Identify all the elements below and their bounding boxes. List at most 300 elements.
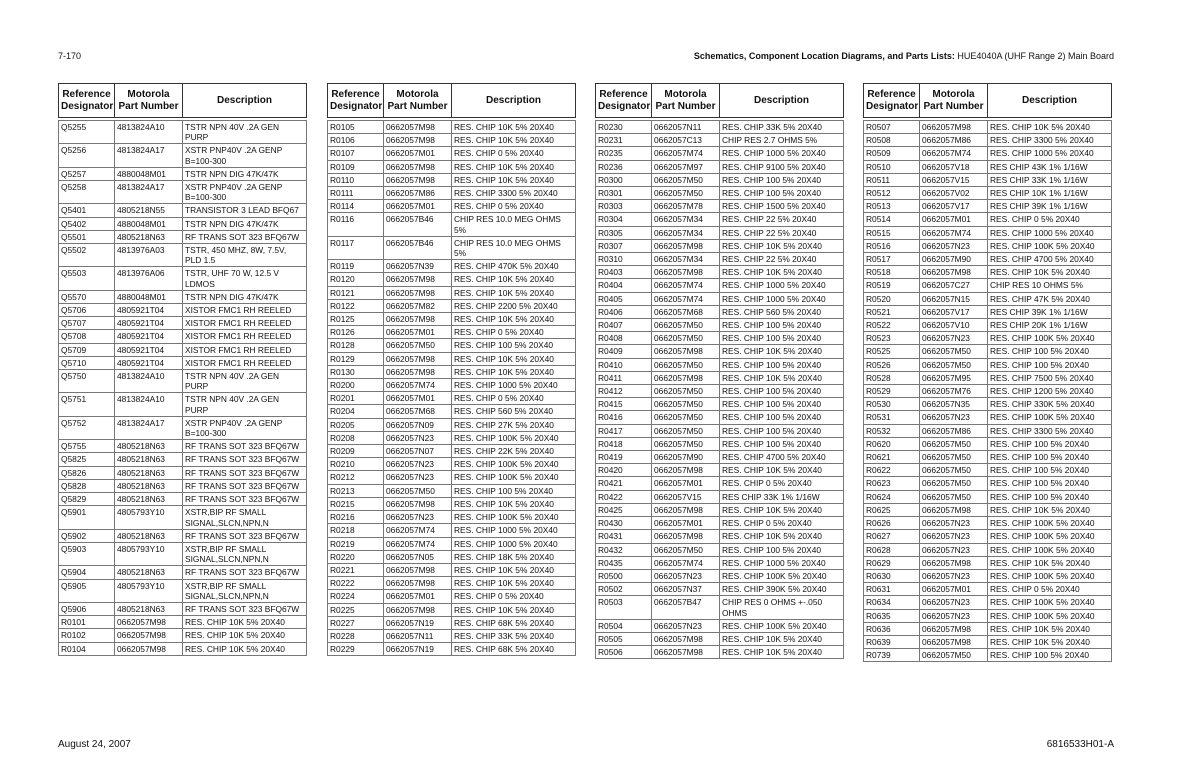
- reference-designator-cell: Q5707: [59, 317, 115, 330]
- description-cell: RES. CHIP 10K 5% 20X40: [452, 160, 576, 173]
- reference-designator-cell: R0431: [596, 530, 652, 543]
- reference-designator-cell: R0432: [596, 543, 652, 556]
- table-row: [59, 479, 307, 492]
- description-cell: RES. CHIP 10K 5% 20X40: [988, 622, 1112, 635]
- part-number-cell: 0662057M98: [652, 371, 720, 384]
- part-number-cell: 0662057M01: [920, 213, 988, 226]
- page-header-title: [694, 51, 1114, 61]
- part-number-cell: 0662057M98: [384, 563, 452, 576]
- table-row: [864, 543, 1112, 556]
- part-number-cell: 0662057N11: [384, 629, 452, 642]
- table-row: [864, 556, 1112, 569]
- reference-designator-cell: R0300: [596, 173, 652, 186]
- description-cell: RES CHIP 33K 1% 1/16W: [988, 173, 1112, 186]
- table-row: [59, 393, 307, 416]
- reference-designator-cell: Q5906: [59, 602, 115, 615]
- table-row: [59, 529, 307, 542]
- part-number-cell: 4813824A10: [115, 393, 183, 416]
- table-row: [328, 173, 576, 186]
- part-number-cell: 0662057N09: [384, 418, 452, 431]
- reference-designator-cell: R0216: [328, 511, 384, 524]
- table-row: [59, 267, 307, 290]
- table-row: [864, 187, 1112, 200]
- reference-designator-cell: R0221: [328, 563, 384, 576]
- part-number-cell: 0662057M50: [920, 649, 988, 662]
- table-row: [864, 239, 1112, 252]
- header-motorola-part-number: [920, 84, 988, 118]
- description-cell: XISTOR FMC1 RH REELED: [183, 317, 307, 330]
- part-number-cell: 4880048M01: [115, 290, 183, 303]
- reference-designator-cell: R0310: [596, 253, 652, 266]
- part-number-cell: 0662057M98: [920, 121, 988, 134]
- parts-table-1: [58, 83, 307, 656]
- reference-designator-cell: R0739: [864, 649, 920, 662]
- reference-designator-cell: R0130: [328, 365, 384, 378]
- part-number-cell: 0662057M82: [384, 299, 452, 312]
- reference-designator-cell: R0621: [864, 451, 920, 464]
- part-number-cell: 0662057M98: [384, 365, 452, 378]
- part-number-cell: 0662057M74: [652, 556, 720, 569]
- reference-designator-cell: R0224: [328, 590, 384, 603]
- description-cell: RES. CHIP 1000 5% 20X40: [452, 524, 576, 537]
- reference-designator-cell: R0518: [864, 266, 920, 279]
- part-number-cell: 4880048M01: [115, 217, 183, 230]
- table-row: [596, 305, 844, 318]
- reference-designator-cell: R0521: [864, 305, 920, 318]
- table-row: [864, 292, 1112, 305]
- header-description-text: Description: [485, 94, 541, 106]
- reference-designator-cell: R0205: [328, 418, 384, 431]
- table-row: [328, 643, 576, 656]
- table-row: [864, 464, 1112, 477]
- reference-designator-cell: R0107: [328, 147, 384, 160]
- part-number-cell: 4805218N63: [115, 466, 183, 479]
- part-number-cell: 0662057C27: [920, 279, 988, 292]
- description-cell: RES. CHIP 100 5% 20X40: [452, 339, 576, 352]
- table-row: [864, 596, 1112, 609]
- table-row: [596, 147, 844, 160]
- footer-doc-number: 6816533H01-A: [1046, 739, 1114, 750]
- description-cell: RES. CHIP 3300 5% 20X40: [988, 134, 1112, 147]
- reference-designator-cell: R0512: [864, 187, 920, 200]
- table-row: [328, 629, 576, 642]
- header-description: [452, 84, 576, 118]
- part-number-cell: 0662057N23: [384, 471, 452, 484]
- description-cell: RES. CHIP 10K 5% 20X40: [720, 345, 844, 358]
- reference-designator-cell: R0201: [328, 392, 384, 405]
- table-row: [59, 506, 307, 529]
- header-motorola-part-number: [652, 84, 720, 118]
- part-number-cell: 0662057M98: [652, 632, 720, 645]
- table-row: [864, 371, 1112, 384]
- description-cell: RES. CHIP 100 5% 20X40: [720, 319, 844, 332]
- reference-designator-cell: R0231: [596, 134, 652, 147]
- table-row: [864, 451, 1112, 464]
- part-number-cell: 0662057V15: [920, 173, 988, 186]
- description-cell: RES. CHIP 100K 5% 20X40: [720, 619, 844, 632]
- part-number-cell: 0662057M98: [652, 503, 720, 516]
- part-number-cell: 0662057N19: [384, 643, 452, 656]
- table-row: [328, 484, 576, 497]
- part-number-cell: 0662057C13: [652, 134, 720, 147]
- table-row: [328, 236, 576, 259]
- description-cell: RES. CHIP 22 5% 20X40: [720, 213, 844, 226]
- part-number-cell: 0662057M01: [384, 392, 452, 405]
- reference-designator-cell: R0125: [328, 313, 384, 326]
- reference-designator-cell: R0630: [864, 569, 920, 582]
- reference-designator-cell: R0635: [864, 609, 920, 622]
- reference-designator-cell: R0418: [596, 437, 652, 450]
- reference-designator-cell: R0116: [328, 213, 384, 236]
- part-number-cell: 0662057M98: [384, 173, 452, 186]
- description-cell: RES. CHIP 560 5% 20X40: [452, 405, 576, 418]
- reference-designator-cell: Q5905: [59, 579, 115, 602]
- reference-designator-cell: R0212: [328, 471, 384, 484]
- reference-designator-cell: Q5709: [59, 343, 115, 356]
- description-cell: RES. CHIP 0 5% 20X40: [452, 392, 576, 405]
- part-number-cell: 0662057M86: [384, 187, 452, 200]
- description-cell: RES. CHIP 100K 5% 20X40: [988, 569, 1112, 582]
- reference-designator-cell: Q5710: [59, 356, 115, 369]
- description-cell: RF TRANS SOT 323 BFQ67W: [183, 453, 307, 466]
- reference-designator-cell: R0624: [864, 490, 920, 503]
- part-number-cell: 4805218N63: [115, 602, 183, 615]
- reference-designator-cell: R0403: [596, 266, 652, 279]
- part-number-cell: 0662057M50: [652, 173, 720, 186]
- description-cell: RES. CHIP 0 5% 20X40: [452, 200, 576, 213]
- header-description-text: Description: [216, 94, 272, 106]
- table-row: [59, 493, 307, 506]
- table-row: [596, 134, 844, 147]
- table-row: [328, 286, 576, 299]
- description-cell: RF TRANS SOT 323 BFQ67W: [183, 479, 307, 492]
- table-row: [596, 411, 844, 424]
- table-row: [328, 537, 576, 550]
- reference-designator-cell: Q5401: [59, 204, 115, 217]
- table-row: [864, 266, 1112, 279]
- part-number-cell: 0662057M86: [920, 424, 988, 437]
- description-cell: RES. CHIP 100K 5% 20X40: [720, 569, 844, 582]
- part-number-cell: 0662057M98: [652, 239, 720, 252]
- table-row: [864, 358, 1112, 371]
- reference-designator-cell: R0511: [864, 173, 920, 186]
- table-row: [596, 121, 844, 134]
- part-number-cell: 0662057N23: [920, 411, 988, 424]
- table-row: [59, 290, 307, 303]
- reference-designator-cell: Q5755: [59, 440, 115, 453]
- part-number-cell: 4813976A03: [115, 244, 183, 267]
- description-cell: RES. CHIP 1000 5% 20X40: [452, 379, 576, 392]
- reference-designator-cell: Q5751: [59, 393, 115, 416]
- description-cell: RES. CHIP 100 5% 20X40: [720, 173, 844, 186]
- reference-designator-cell: R0119: [328, 260, 384, 273]
- part-number-cell: 0662057M98: [115, 616, 183, 629]
- header-reference-designator-text: Reference: [599, 88, 648, 100]
- reference-designator-cell: Q5902: [59, 529, 115, 542]
- part-number-cell: 0662057M34: [652, 226, 720, 239]
- header-description: [988, 84, 1112, 118]
- table-row: [59, 317, 307, 330]
- part-number-cell: 0662057V17: [920, 305, 988, 318]
- description-cell: RF TRANS SOT 323 BFQ67W: [183, 566, 307, 579]
- table-row: [328, 524, 576, 537]
- part-number-cell: 0662057M78: [652, 200, 720, 213]
- table-row: [328, 299, 576, 312]
- table-row: [328, 326, 576, 339]
- description-cell: RES. CHIP 33K 5% 20X40: [720, 121, 844, 134]
- part-number-cell: 0662057N11: [652, 121, 720, 134]
- description-cell: CHIP RES 10.0 MEG OHMS 5%: [452, 213, 576, 236]
- part-number-cell: 4805921T04: [115, 356, 183, 369]
- header-motorola-part-number: [115, 84, 183, 118]
- reference-designator-cell: Q5256: [59, 144, 115, 167]
- reference-designator-cell: R0532: [864, 424, 920, 437]
- description-cell: RES. CHIP 10K 5% 20X40: [452, 603, 576, 616]
- table-row: [864, 279, 1112, 292]
- reference-designator-cell: R0218: [328, 524, 384, 537]
- description-cell: RES. CHIP 10K 5% 20X40: [988, 266, 1112, 279]
- part-number-cell: 0662057M50: [652, 187, 720, 200]
- description-cell: RES. CHIP 10K 5% 20X40: [452, 365, 576, 378]
- description-cell: RES. CHIP 100 5% 20X40: [988, 451, 1112, 464]
- description-cell: RES. CHIP 0 5% 20X40: [452, 147, 576, 160]
- description-cell: RES. CHIP 100 5% 20X40: [720, 332, 844, 345]
- reference-designator-cell: Q5752: [59, 416, 115, 439]
- description-cell: RES. CHIP 10K 5% 20X40: [452, 121, 576, 134]
- part-number-cell: 0662057B47: [652, 596, 720, 619]
- header-motorola-part-number-text: Motorola: [127, 88, 170, 100]
- description-cell: RES. CHIP 100 5% 20X40: [720, 398, 844, 411]
- part-number-cell: 4805218N55: [115, 204, 183, 217]
- reference-designator-cell: R0514: [864, 213, 920, 226]
- header-reference-designator: [59, 84, 115, 118]
- part-number-cell: 0662057N07: [384, 445, 452, 458]
- table-row: [328, 160, 576, 173]
- description-cell: RES. CHIP 10K 5% 20X40: [452, 173, 576, 186]
- description-cell: RES. CHIP 10K 5% 20X40: [452, 577, 576, 590]
- reference-designator-cell: R0210: [328, 458, 384, 471]
- header-description-text: Description: [753, 94, 809, 106]
- table-row: [864, 517, 1112, 530]
- reference-designator-cell: R0235: [596, 147, 652, 160]
- table-row: [59, 343, 307, 356]
- part-number-cell: 4805921T04: [115, 330, 183, 343]
- reference-designator-cell: R0629: [864, 556, 920, 569]
- reference-designator-cell: R0417: [596, 424, 652, 437]
- part-number-cell: 0662057M98: [384, 286, 452, 299]
- table-row: [59, 440, 307, 453]
- reference-designator-cell: R0114: [328, 200, 384, 213]
- part-number-cell: 0662057M01: [384, 590, 452, 603]
- part-number-cell: 0662057M34: [652, 253, 720, 266]
- reference-designator-cell: R0515: [864, 226, 920, 239]
- table-row: [864, 305, 1112, 318]
- reference-designator-cell: R0503: [596, 596, 652, 619]
- table-row: [59, 416, 307, 439]
- part-number-cell: 0662057M74: [652, 292, 720, 305]
- description-cell: RES. CHIP 100 5% 20X40: [988, 345, 1112, 358]
- table-row: [864, 649, 1112, 662]
- part-number-cell: 4805921T04: [115, 304, 183, 317]
- header-motorola-part-number-text: Motorola: [932, 88, 975, 100]
- description-cell: RES. CHIP 10K 5% 20X40: [988, 503, 1112, 516]
- header-description: [720, 84, 844, 118]
- description-cell: RES. CHIP 1000 5% 20X40: [720, 556, 844, 569]
- part-number-cell: 0662057M50: [384, 339, 452, 352]
- table-row: [864, 411, 1112, 424]
- description-cell: RES. CHIP 100 5% 20X40: [720, 437, 844, 450]
- description-cell: XISTOR FMC1 RH REELED: [183, 330, 307, 343]
- table-row: [328, 603, 576, 616]
- part-number-cell: 0662057M98: [920, 635, 988, 648]
- table-row: [864, 332, 1112, 345]
- description-cell: RES. CHIP 3300 5% 20X40: [452, 187, 576, 200]
- reference-designator-cell: R0410: [596, 358, 652, 371]
- table-row: [59, 629, 307, 642]
- table-row: [864, 569, 1112, 582]
- part-number-cell: 0662057M01: [652, 517, 720, 530]
- reference-designator-cell: Q5828: [59, 479, 115, 492]
- table-row: [328, 339, 576, 352]
- table-row: [59, 217, 307, 230]
- table-row: [864, 609, 1112, 622]
- part-number-cell: 0662057M50: [652, 411, 720, 424]
- description-cell: RES CHIP 39K 1% 1/16W: [988, 305, 1112, 318]
- description-cell: CHIP RES 2.7 OHMS 5%: [720, 134, 844, 147]
- part-number-cell: 0662057M50: [652, 424, 720, 437]
- part-number-cell: 0662057V10: [920, 319, 988, 332]
- part-number-cell: 0662057N35: [920, 398, 988, 411]
- table-row: [59, 304, 307, 317]
- description-cell: RES. CHIP 100 5% 20X40: [988, 477, 1112, 490]
- reference-designator-cell: R0530: [864, 398, 920, 411]
- description-cell: RES. CHIP 10K 5% 20X40: [720, 266, 844, 279]
- reference-designator-cell: R0307: [596, 239, 652, 252]
- table-row: [59, 642, 307, 655]
- description-cell: RES. CHIP 1000 5% 20X40: [720, 292, 844, 305]
- reference-designator-cell: R0639: [864, 635, 920, 648]
- reference-designator-cell: R0111: [328, 187, 384, 200]
- table-row: [59, 453, 307, 466]
- header-reference-designator-text: Reference: [331, 88, 380, 100]
- table-row: [596, 226, 844, 239]
- part-number-cell: 0662057M74: [920, 226, 988, 239]
- header-reference-designator-text: Designator: [598, 100, 651, 112]
- table-row: [59, 167, 307, 180]
- description-cell: XSTR,BIP RF SMALL SIGNAL,SLCN,NPN,N: [183, 506, 307, 529]
- table-row: [596, 569, 844, 582]
- description-cell: RES. CHIP 68K 5% 20X40: [452, 643, 576, 656]
- table-row: [59, 616, 307, 629]
- table-row: [864, 213, 1112, 226]
- description-cell: RES. CHIP 0 5% 20X40: [988, 583, 1112, 596]
- reference-designator-cell: R0117: [328, 236, 384, 259]
- reference-designator-cell: Q5257: [59, 167, 115, 180]
- description-cell: XSTR,BIP RF SMALL SIGNAL,SLCN,NPN,N: [183, 542, 307, 565]
- table-row: [328, 273, 576, 286]
- description-cell: RES. CHIP 0 5% 20X40: [720, 477, 844, 490]
- header-reference-designator-text: Reference: [62, 88, 111, 100]
- table-row: [328, 563, 576, 576]
- table-row: [59, 330, 307, 343]
- reference-designator-cell: R0122: [328, 299, 384, 312]
- description-cell: RES. CHIP 10K 5% 20X40: [988, 635, 1112, 648]
- header-reference-designator-text: Designator: [330, 100, 383, 112]
- reference-designator-cell: R0219: [328, 537, 384, 550]
- table-row: [596, 543, 844, 556]
- part-number-cell: 0662057M68: [652, 305, 720, 318]
- description-cell: RES. CHIP 100K 5% 20X40: [452, 471, 576, 484]
- reference-designator-cell: Q5826: [59, 466, 115, 479]
- description-cell: RES. CHIP 100K 5% 20X40: [988, 332, 1112, 345]
- table-row: [596, 239, 844, 252]
- description-cell: RES. CHIP 7500 5% 20X40: [988, 371, 1112, 384]
- reference-designator-cell: Q5901: [59, 506, 115, 529]
- part-number-cell: 0662057N23: [384, 511, 452, 524]
- table-row: [328, 147, 576, 160]
- table-row: [864, 477, 1112, 490]
- table-row: [596, 464, 844, 477]
- reference-designator-cell: R0526: [864, 358, 920, 371]
- description-cell: RF TRANS SOT 323 BFQ67W: [183, 493, 307, 506]
- reference-designator-cell: Q5258: [59, 181, 115, 204]
- table-row: [596, 451, 844, 464]
- description-cell: RES. CHIP 100 5% 20X40: [452, 484, 576, 497]
- table-row: [596, 556, 844, 569]
- reference-designator-cell: Q5825: [59, 453, 115, 466]
- part-number-cell: 0662057M98: [652, 266, 720, 279]
- description-cell: RES. CHIP 390K 5% 20X40: [720, 583, 844, 596]
- description-cell: RES. CHIP 10K 5% 20X40: [452, 273, 576, 286]
- table-row: [328, 213, 576, 236]
- table-row: [864, 200, 1112, 213]
- part-number-cell: 4813824A10: [115, 121, 183, 144]
- reference-designator-cell: R0525: [864, 345, 920, 358]
- table-row: [596, 160, 844, 173]
- reference-designator-cell: R0128: [328, 339, 384, 352]
- part-number-cell: 0662057N15: [920, 292, 988, 305]
- reference-designator-cell: R0121: [328, 286, 384, 299]
- reference-designator-cell: R0227: [328, 616, 384, 629]
- reference-designator-cell: R0430: [596, 517, 652, 530]
- part-number-cell: 0662057N39: [384, 260, 452, 273]
- part-number-cell: 4805793Y10: [115, 542, 183, 565]
- part-number-cell: 0662057M98: [384, 603, 452, 616]
- part-number-cell: 0662057B46: [384, 213, 452, 236]
- reference-designator-cell: R0421: [596, 477, 652, 490]
- reference-designator-cell: R0636: [864, 622, 920, 635]
- reference-designator-cell: R0508: [864, 134, 920, 147]
- description-cell: RES. CHIP 10K 5% 20X40: [452, 286, 576, 299]
- table-row: [328, 590, 576, 603]
- page-number: 7-170: [58, 51, 82, 61]
- part-number-cell: 0662057M50: [920, 358, 988, 371]
- description-cell: TSTR, 450 MHZ, 8W, 7.5V, PLD 1.5: [183, 244, 307, 267]
- part-number-cell: 0662057M74: [384, 379, 452, 392]
- reference-designator-cell: R0230: [596, 121, 652, 134]
- reference-designator-cell: R0505: [596, 632, 652, 645]
- description-cell: RES. CHIP 560 5% 20X40: [720, 305, 844, 318]
- description-cell: RES. CHIP 2200 5% 20X40: [452, 299, 576, 312]
- table-row: [596, 530, 844, 543]
- description-cell: RES. CHIP 10K 5% 20X40: [452, 313, 576, 326]
- part-number-cell: 0662057M98: [384, 497, 452, 510]
- reference-designator-cell: Q5402: [59, 217, 115, 230]
- description-cell: RES. CHIP 1000 5% 20X40: [452, 537, 576, 550]
- table-row: [864, 490, 1112, 503]
- description-cell: RES. CHIP 1200 5% 20X40: [988, 385, 1112, 398]
- description-cell: RES. CHIP 100 5% 20X40: [720, 411, 844, 424]
